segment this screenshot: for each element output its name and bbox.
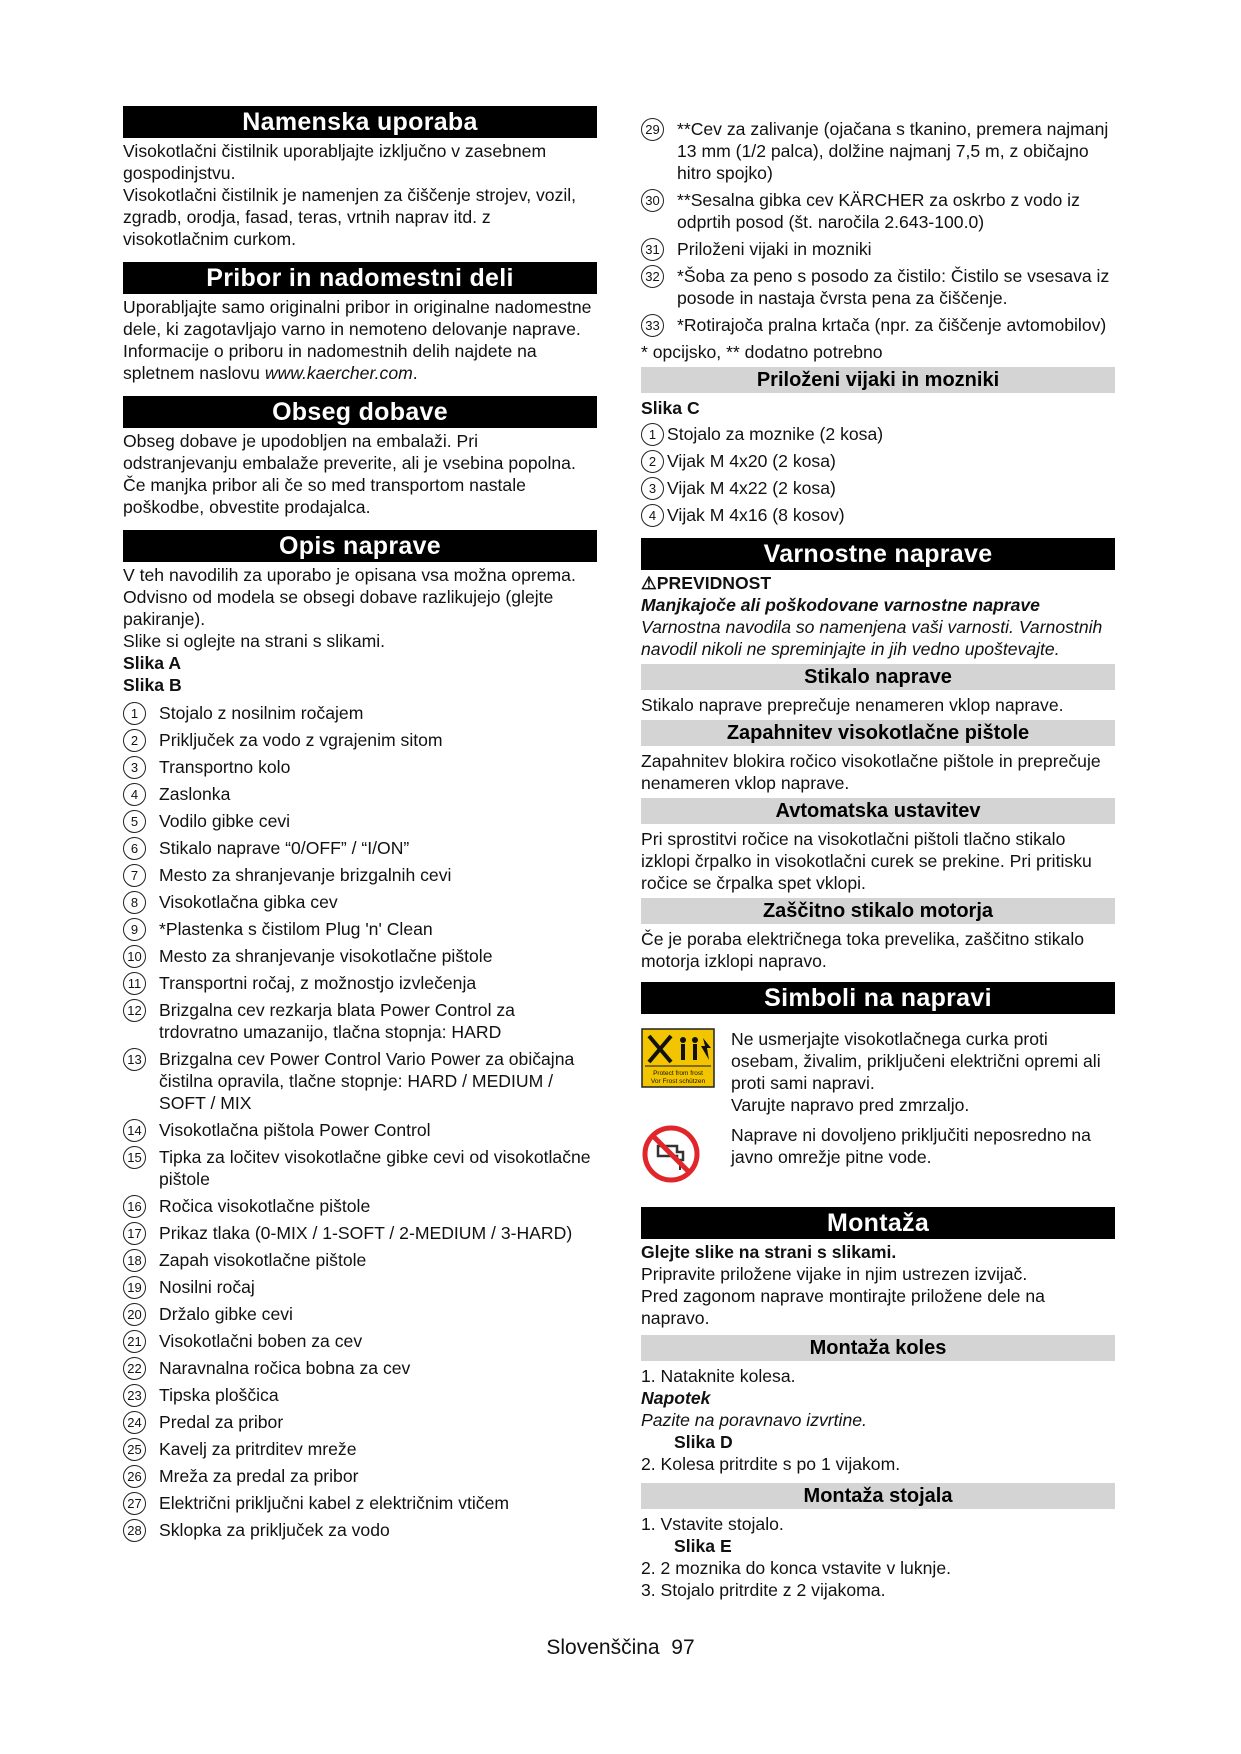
symbol-row-2: [641, 1124, 1115, 1189]
item-number-badge: 12: [123, 999, 146, 1022]
item-number-badge: 15: [123, 1146, 146, 1169]
koles-step-1: 1. Nataknite kolesa.: [641, 1366, 796, 1386]
item-text: Mesto za shranjevanje brizgalnih cevi: [159, 865, 452, 885]
item-text: Držalo gibke cevi: [159, 1304, 293, 1324]
footer-language: Slovenščina: [546, 1636, 660, 1659]
item-text: Transportni ročaj, z možnostjo izvlečenja: [159, 973, 477, 993]
list-item: [123, 1146, 597, 1190]
item-number-badge: 21: [123, 1330, 146, 1353]
item-number-badge: 31: [641, 238, 664, 261]
figure-ref-d: Slika D: [674, 1432, 733, 1452]
item-number-badge: 3: [641, 477, 664, 500]
list-item: [123, 756, 597, 778]
item-number-badge: 22: [123, 1357, 146, 1380]
warning-text: Varnostna navodila so namenjena vaši varnosti. Varnostnih navodil nikoli ne spreminjajte in jih vedno upoštevajte.: [641, 617, 1103, 659]
item-number-badge: 13: [123, 1048, 146, 1071]
item-text: Visokotlačna gibka cev: [159, 892, 338, 912]
item-number-badge: 4: [123, 783, 146, 806]
list-item: [123, 999, 597, 1043]
item-text: *Rotirajoča pralna krtača (npr. za čiščenje avtomobilov): [677, 315, 1107, 335]
list-item: [123, 783, 597, 805]
item-number-badge: 26: [123, 1465, 146, 1488]
list-item: [641, 189, 1115, 233]
item-number-badge: 3: [123, 756, 146, 779]
stojala-step-2: 2. 2 moznika do konca vstavite v luknje.: [641, 1558, 952, 1578]
subsection-title-stojala: Montaža stojala: [641, 1483, 1115, 1509]
item-text: Vijak M 4x22 (2 kosa): [667, 478, 836, 498]
list-item: [123, 1465, 597, 1487]
warning-label-text: PREVIDNOST: [656, 573, 772, 593]
item-text: Visokotlačna pištola Power Control: [159, 1120, 431, 1140]
section-title-obseg: Obseg dobave: [123, 396, 597, 428]
list-item: [641, 423, 1115, 445]
list-item: [123, 1303, 597, 1325]
section-title-montaza: Montaža: [641, 1207, 1115, 1239]
obseg-text: Obseg dobave je upodobljen na embalaži. Pri odstranjevanju embalaže preverite, ali je vsebina popolna. Če manjka pribor ali če so med transportom nastale poškodbe, obvestite prodajalca.: [123, 431, 576, 517]
no-drinking-water-connection-icon: [641, 1124, 701, 1184]
item-text: Stojalo za moznike (2 kosa): [667, 424, 884, 444]
list-item: [123, 1492, 597, 1514]
item-text: **Sesalna gibka cev KÄRCHER za oskrbo z vodo iz odprtih posod (št. naročila 2.643-100.0): [677, 190, 1080, 232]
item-text: Vodilo gibke cevi: [159, 811, 291, 831]
item-number-badge: 29: [641, 118, 664, 141]
symbol-row-1: [641, 1028, 1115, 1116]
symbol-2-description: [731, 1124, 1115, 1189]
item-number-badge: 20: [123, 1303, 146, 1326]
footnote: * opcijsko, ** dodatno potrebno: [641, 342, 883, 362]
pribor-text-2-prefix: Informacije o priboru in nadomestnih delih najdete na spletnem naslovu: [123, 341, 537, 383]
symbol-1-box: [641, 1028, 731, 1116]
item-text: Vijak M 4x16 (8 kosov): [667, 505, 845, 525]
item-text: Sklopka za priključek za vodo: [159, 1520, 390, 1540]
montaza-intro: Glejte slike na strani s slikami.: [641, 1242, 897, 1262]
item-number-badge: 4: [641, 504, 664, 527]
stojala-step-1: 1. Vstavite stojalo.: [641, 1514, 784, 1534]
section-title-varnostne: Varnostne naprave: [641, 538, 1115, 570]
item-text: Tipska ploščica: [159, 1385, 279, 1405]
no-water-jet-frost-warning-icon: [641, 1028, 715, 1088]
opis-text-1: V teh navodilih za uporabo je opisana vsa možna oprema. Odvisno od modela se obsegi dobave razlikujejo (glejte pakiranje).: [123, 565, 576, 629]
namenska-text-1: Visokotlačni čistilnik uporabljajte izključno v zasebnem gospodinjstvu.: [123, 141, 547, 183]
symbol-1-text-1: Ne usmerjajte visokotlačnega curka proti osebam, živalim, priključeni električni opremi ali proti sami napravi.: [731, 1029, 1101, 1093]
list-item: [123, 1519, 597, 1541]
frost-label-en: Protect from frost: [653, 1070, 703, 1077]
symbol-1-text-2: Varujte napravo pred zmrzaljo.: [731, 1095, 970, 1115]
list-item: [123, 1222, 597, 1244]
list-item: [641, 314, 1115, 336]
item-text: Tipka za ločitev visokotlačne gibke cevi od visokotlačne pištole: [159, 1147, 591, 1189]
item-text: *Šoba za peno s posodo za čistilo: Čistilo se vsesava iz posode in nastaja čvrsta pena za čiščenje.: [677, 266, 1110, 308]
section-title-vijaki: Priloženi vijaki in mozniki: [641, 367, 1115, 393]
figure-ref-e: Slika E: [674, 1536, 732, 1556]
item-text: **Cev za zalivanje (ojačana s tkanino, premera najmanj 13 mm (1/2 palca), dolžine najmanj 7,5 m, z običajno hitro spojko): [677, 119, 1109, 183]
list-item: [123, 1276, 597, 1298]
item-number-badge: 17: [123, 1222, 146, 1245]
stikalo-text: Stikalo naprave preprečuje nenameren vklop naprave.: [641, 695, 1064, 715]
list-item: [123, 1411, 597, 1433]
list-item: [123, 1384, 597, 1406]
item-number-badge: 30: [641, 189, 664, 212]
item-text: Naravnalna ročica bobna za cev: [159, 1358, 411, 1378]
item-number-badge: 5: [123, 810, 146, 833]
item-text: Vijak M 4x20 (2 kosa): [667, 451, 836, 471]
list-item: [123, 1048, 597, 1114]
list-item: [123, 972, 597, 994]
item-number-badge: 14: [123, 1119, 146, 1142]
item-number-badge: 32: [641, 265, 664, 288]
item-number-badge: 1: [641, 423, 664, 446]
list-item: [123, 729, 597, 751]
item-text: Predal za pribor: [159, 1412, 284, 1432]
item-text: *Plastenka s čistilom Plug 'n' Clean: [159, 919, 433, 939]
list-item: [123, 837, 597, 859]
figure-ref-a: Slika A: [123, 653, 182, 673]
stojala-step-3: 3. Stojalo pritrdite z 2 vijakoma.: [641, 1580, 886, 1600]
item-number-badge: 27: [123, 1492, 146, 1515]
list-item: [123, 1119, 597, 1141]
item-number-badge: 11: [123, 972, 146, 995]
item-text: Kavelj za pritrditev mreže: [159, 1439, 357, 1459]
item-number-badge: 6: [123, 837, 146, 860]
item-text: Ročica visokotlačne pištole: [159, 1196, 371, 1216]
item-text: Visokotlačni boben za cev: [159, 1331, 363, 1351]
opis-text-2: Slike si oglejte na strani s slikami.: [123, 631, 386, 651]
list-item: [123, 864, 597, 886]
page-footer: [0, 1637, 1241, 1659]
warning-label: [641, 572, 1115, 594]
subsection-title-koles: Montaža koles: [641, 1335, 1115, 1361]
list-item: [641, 238, 1115, 260]
item-number-badge: 25: [123, 1438, 146, 1461]
montaza-text-1: Pripravite priložene vijake in njim ustrezen izvijač.: [641, 1264, 1028, 1284]
item-text: Zaslonka: [159, 784, 231, 804]
screws-list: [641, 423, 1115, 526]
namenska-text-2: Visokotlačni čistilnik je namenjen za čiščenje strojev, vozil, zgradb, orodja, fasad, teras, vrtnih naprav itd. z visokotlačnim curkom.: [123, 185, 577, 249]
list-item: [641, 450, 1115, 472]
item-text: Nosilni ročaj: [159, 1277, 255, 1297]
item-number-badge: 24: [123, 1411, 146, 1434]
item-number-badge: 9: [123, 918, 146, 941]
item-text: Mesto za shranjevanje visokotlačne pištole: [159, 946, 493, 966]
item-number-badge: 2: [641, 450, 664, 473]
section-title-simboli: Simboli na napravi: [641, 982, 1115, 1014]
list-item: [123, 918, 597, 940]
list-item: [641, 504, 1115, 526]
item-number-badge: 16: [123, 1195, 146, 1218]
subsection-title-motor: Zaščitno stikalo motorja: [641, 898, 1115, 924]
right-column: [641, 106, 1115, 1601]
item-text: Brizgalna cev Power Control Vario Power za običajna čistilna opravila, tlačne stopnje: HARD / MEDIUM / SOFT / MIX: [159, 1049, 575, 1113]
item-number-badge: 8: [123, 891, 146, 914]
item-text: Mreža za predal za pribor: [159, 1466, 359, 1486]
item-text: Priloženi vijaki in mozniki: [677, 239, 872, 259]
list-item: [123, 1249, 597, 1271]
list-item: [641, 477, 1115, 499]
item-text: Brizgalna cev rezkarja blata Power Control za trdovratno umazanijo, tlačna stopnja: HARD: [159, 1000, 515, 1042]
item-text: Zapah visokotlačne pištole: [159, 1250, 367, 1270]
left-column: [123, 106, 597, 1546]
figure-ref-b: Slika B: [123, 675, 182, 695]
pribor-text-2-suffix: .: [412, 363, 418, 383]
item-text: Stojalo z nosilnim ročajem: [159, 703, 364, 723]
item-number-badge: 7: [123, 864, 146, 887]
symbol-2-text-1: Naprave ni dovoljeno priključiti neposredno na javno omrežje pitne vode.: [731, 1125, 1091, 1167]
subsection-title-avto: Avtomatska ustavitev: [641, 798, 1115, 824]
item-text: Prikaz tlaka (0-MIX / 1-SOFT / 2-MEDIUM / 3-HARD): [159, 1223, 573, 1243]
item-text: Transportno kolo: [159, 757, 291, 777]
avto-text: Pri sprostitvi ročice na visokotlačni pištoli tlačno stikalo izklopi črpalko in visokotlačni curek se prekine. Pri pritisku ročice se črpalka spet vklopi.: [641, 829, 1092, 893]
subsection-title-stikalo: Stikalo naprave: [641, 664, 1115, 690]
koles-note-text: Pazite na poravnavo izvrtine.: [641, 1410, 867, 1430]
warning-title: Manjkajoče ali poškodovane varnostne naprave: [641, 595, 1040, 615]
pribor-text-2: [123, 340, 597, 384]
list-item: [123, 1330, 597, 1352]
item-number-badge: 18: [123, 1249, 146, 1272]
section-title-pribor: Pribor in nadomestni deli: [123, 262, 597, 294]
list-item: [123, 891, 597, 913]
item-number-badge: 33: [641, 314, 664, 337]
list-item: [123, 810, 597, 832]
item-number-badge: 1: [123, 702, 146, 725]
section-title-namenska: Namenska uporaba: [123, 106, 597, 138]
list-item: [123, 1195, 597, 1217]
list-item: [123, 702, 597, 724]
figure-ref-c: Slika C: [641, 398, 700, 418]
list-item: [641, 265, 1115, 309]
list-item: [123, 1357, 597, 1379]
item-text: Priključek za vodo z vgrajenim sitom: [159, 730, 443, 750]
symbol-1-description: [731, 1028, 1115, 1116]
montaza-text-2: Pred zagonom naprave montirajte priložene dele na napravo.: [641, 1286, 1045, 1328]
item-text: Stikalo naprave “0/OFF” / “I/ON”: [159, 838, 410, 858]
item-number-badge: 10: [123, 945, 146, 968]
motor-text: Če je poraba električnega toka prevelika, zaščitno stikalo motorja izklopi napravo.: [641, 929, 1085, 971]
pribor-website-link[interactable]: www.kaercher.com: [264, 363, 413, 383]
symbol-2-box: [641, 1124, 731, 1189]
item-number-badge: 23: [123, 1384, 146, 1407]
footer-page-number: 97: [671, 1636, 695, 1659]
koles-step-2: 2. Kolesa pritrdite s po 1 vijakom.: [641, 1454, 901, 1474]
zapah-text: Zapahnitev blokira ročico visokotlačne pištole in preprečuje nenameren vklop naprave.: [641, 751, 1101, 793]
subsection-title-zapah: Zapahnitev visokotlačne pištole: [641, 720, 1115, 746]
pribor-text-1: Uporabljajte samo originalni pribor in originalne nadomestne dele, ki zagotavljajo varno in nemoteno delovanje naprave.: [123, 297, 592, 339]
list-item: [123, 945, 597, 967]
component-list: [123, 702, 597, 1541]
item-text: Električni priključni kabel z električnim vtičem: [159, 1493, 510, 1513]
list-item: [123, 1438, 597, 1460]
item-number-badge: 28: [123, 1519, 146, 1542]
component-list-continued: [641, 118, 1115, 336]
list-item: [641, 118, 1115, 184]
koles-note-label: Napotek: [641, 1388, 711, 1408]
warning-triangle-icon: ⚠: [641, 573, 657, 593]
item-number-badge: 19: [123, 1276, 146, 1299]
frost-label-de: Vor Frost schützen: [650, 1078, 706, 1085]
section-title-opis: Opis naprave: [123, 530, 597, 562]
item-number-badge: 2: [123, 729, 146, 752]
